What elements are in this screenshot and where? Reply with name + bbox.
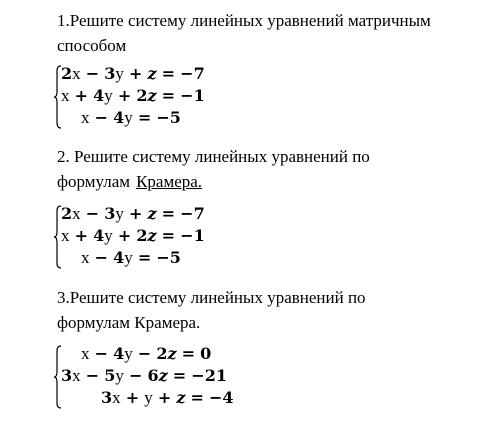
task-3-title-line-2: формулам Крамера. [57, 313, 201, 332]
task-2-title-line-2 [57, 169, 370, 194]
equation-row: 3x + y + z = −4 [101, 388, 234, 407]
task-2 [57, 144, 370, 194]
task-1 [57, 8, 431, 58]
equation-row: 3x − 5y − 6z = −21 [61, 366, 227, 385]
task-2-title-line-1: 2. Решите систему линейных уравнений по [57, 147, 370, 166]
equation-row: x − 4y = −5 [81, 248, 181, 267]
task-1-title-line-2: способом [57, 36, 127, 55]
equation-row: 2x − 3y + z = −7 [61, 204, 205, 223]
equation-row: x − 4y − 2z = 0 [81, 344, 212, 363]
equation-row: 2x − 3y + z = −7 [61, 64, 205, 83]
equation-row: x + 4y + 2z = −1 [61, 226, 205, 245]
task-1-title-line-1: 1.Решите систему линейных уравнений матричным [57, 11, 431, 30]
task-3-title-line-1: 3.Решите систему линейных уравнений по [57, 288, 366, 307]
equation-row: x − 4y = −5 [81, 108, 181, 127]
cramer-link[interactable]: Крамера. [136, 172, 203, 191]
task-3 [57, 285, 366, 335]
task-2-title-prefix: формулам [57, 172, 131, 191]
equation-row: x + 4y + 2z = −1 [61, 86, 205, 105]
